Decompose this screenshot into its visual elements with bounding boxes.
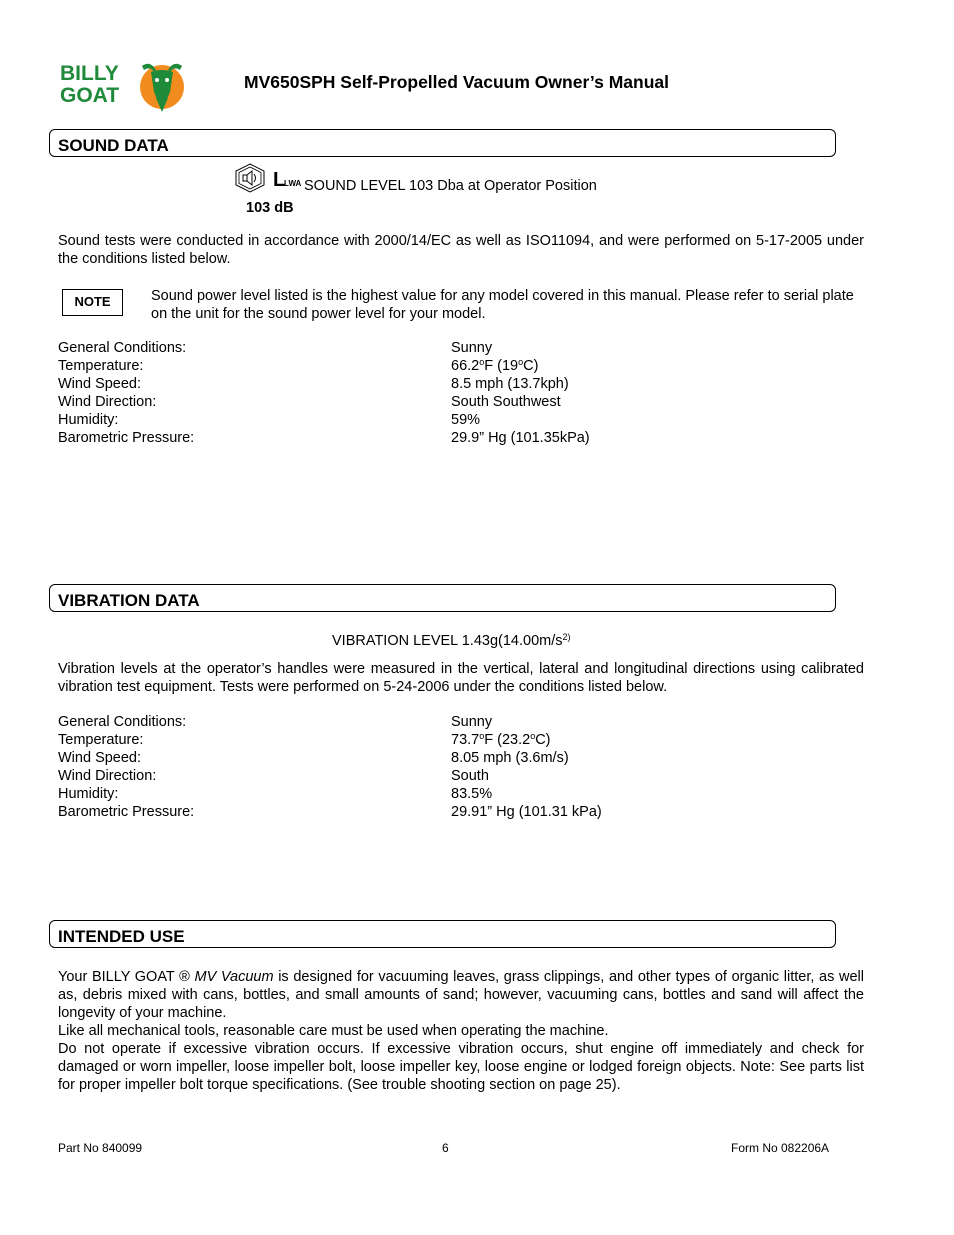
condition-row bbox=[58, 731, 658, 749]
condition-label: General Conditions: bbox=[58, 714, 187, 730]
note-text: Sound power level listed is the highest value for any model covered in this manual. Please refer to serial plate on the unit for the sound power level for your model. bbox=[151, 288, 854, 322]
condition-label: Barometric Pressure: bbox=[58, 430, 195, 446]
vibration-test-paragraph: Vibration levels at the operator’s handles were measured in the vertical, lateral and longitudinal directions using calibrated vibration test equipment. Tests were performed on 5-24-2006 under the conditions listed below. bbox=[58, 661, 864, 695]
logo-text-line2: GOAT bbox=[60, 84, 120, 107]
condition-row bbox=[58, 785, 658, 803]
vibration-data-heading: VIBRATION DATA bbox=[58, 591, 200, 610]
condition-row bbox=[58, 411, 658, 429]
vibration-conditions-table bbox=[58, 713, 658, 821]
condition-label: Wind Direction: bbox=[58, 768, 157, 784]
condition-value: 59% bbox=[451, 412, 481, 428]
condition-value: Sunny bbox=[451, 714, 493, 730]
condition-value: 29.9” Hg (101.35kPa) bbox=[451, 430, 590, 446]
condition-value: 73.7$^o$F (23.2$^o$C) bbox=[451, 731, 551, 748]
condition-row bbox=[58, 713, 658, 731]
document-title: MV650SPH Self-Propelled Vacuum Owner’s Manual bbox=[244, 72, 669, 92]
condition-label: Wind Speed: bbox=[58, 376, 142, 392]
condition-label: Temperature: bbox=[58, 732, 144, 748]
condition-label: Humidity: bbox=[58, 786, 119, 802]
vibration-level-text: VIBRATION LEVEL $1.43g(14.00m/s^{2)}$ bbox=[332, 632, 571, 649]
intended-use-header-box bbox=[49, 920, 836, 948]
condition-label: Wind Speed: bbox=[58, 750, 142, 766]
sound-test-paragraph: Sound tests were conducted in accordance with 2000/14/EC as well as ISO11094, and were performed on 5-17-2005 under the conditions listed below. bbox=[58, 233, 864, 267]
condition-label: Wind Direction: bbox=[58, 394, 157, 410]
condition-row bbox=[58, 429, 658, 447]
vibration-data-header-box bbox=[49, 584, 836, 612]
sound-data-header-box bbox=[49, 129, 836, 157]
sound-db-label: 103 dB bbox=[246, 200, 294, 216]
condition-row bbox=[58, 357, 658, 375]
logo-text-line1: BILLY bbox=[60, 62, 119, 85]
lwa-symbol-icon bbox=[273, 168, 305, 188]
intended-use-paragraph-2: Like all mechanical tools, reasonable care must be used when operating the machine. bbox=[58, 1023, 609, 1039]
intended-use-paragraph-3: Do not operate if excessive vibration occurs. If excessive vibration occurs, shut engine off immediately and check for damaged or worn impeller, loose impeller bolt, loose impeller key, loose engine or lodged foreign objects. Note: See parts list for proper impeller bolt torque specifications. (See trouble shooting section on page 25). bbox=[58, 1041, 864, 1093]
goat-head-icon bbox=[58, 58, 186, 114]
condition-value: 8.05 mph (3.6m/s) bbox=[451, 750, 569, 766]
condition-label: Humidity: bbox=[58, 412, 119, 428]
condition-label: General Conditions: bbox=[58, 340, 187, 356]
condition-label: Barometric Pressure: bbox=[58, 804, 195, 820]
footer-page-number: 6 bbox=[442, 1141, 449, 1155]
condition-value: 66.2$^o$F (19$^o$C) bbox=[451, 357, 539, 374]
note-label: NOTE bbox=[62, 289, 123, 316]
condition-value: 29.91” Hg (101.31 kPa) bbox=[451, 804, 602, 820]
billy-goat-logo bbox=[58, 58, 186, 114]
condition-row bbox=[58, 803, 658, 821]
intended-use-heading: INTENDED USE bbox=[58, 927, 185, 946]
condition-value: Sunny bbox=[451, 340, 493, 356]
condition-value: South Southwest bbox=[451, 394, 561, 410]
footer-form-number: Form No 082206A bbox=[731, 1141, 830, 1155]
condition-value: 8.5 mph (13.7kph) bbox=[451, 376, 569, 392]
sound-data-heading: SOUND DATA bbox=[58, 136, 169, 155]
condition-row bbox=[58, 393, 658, 411]
intended-use-paragraph-1: Your BILLY GOAT ® MV Vacuum is designed for vacuuming leaves, grass clippings, and other types of organic litter, as well as, debris mixed with cans, bottles, and small amounts of sand; however, vacuuming cans, bottles and sand will affect the longevity of your machine. bbox=[58, 969, 864, 1021]
sound-level-text: SOUND LEVEL 103 Dba at Operator Position bbox=[304, 178, 597, 194]
speaker-icon bbox=[234, 162, 267, 194]
condition-value: South bbox=[451, 768, 489, 784]
condition-row bbox=[58, 749, 658, 767]
svg-text:LWA: LWA bbox=[284, 179, 302, 188]
sound-conditions-table bbox=[58, 339, 658, 447]
condition-row bbox=[58, 339, 658, 357]
condition-row bbox=[58, 767, 658, 785]
condition-label: Temperature: bbox=[58, 358, 144, 374]
condition-value: 83.5% bbox=[451, 786, 493, 802]
footer-part-number: Part No 840099 bbox=[58, 1141, 143, 1155]
condition-row bbox=[58, 375, 658, 393]
svg-text:L: L bbox=[273, 169, 286, 188]
